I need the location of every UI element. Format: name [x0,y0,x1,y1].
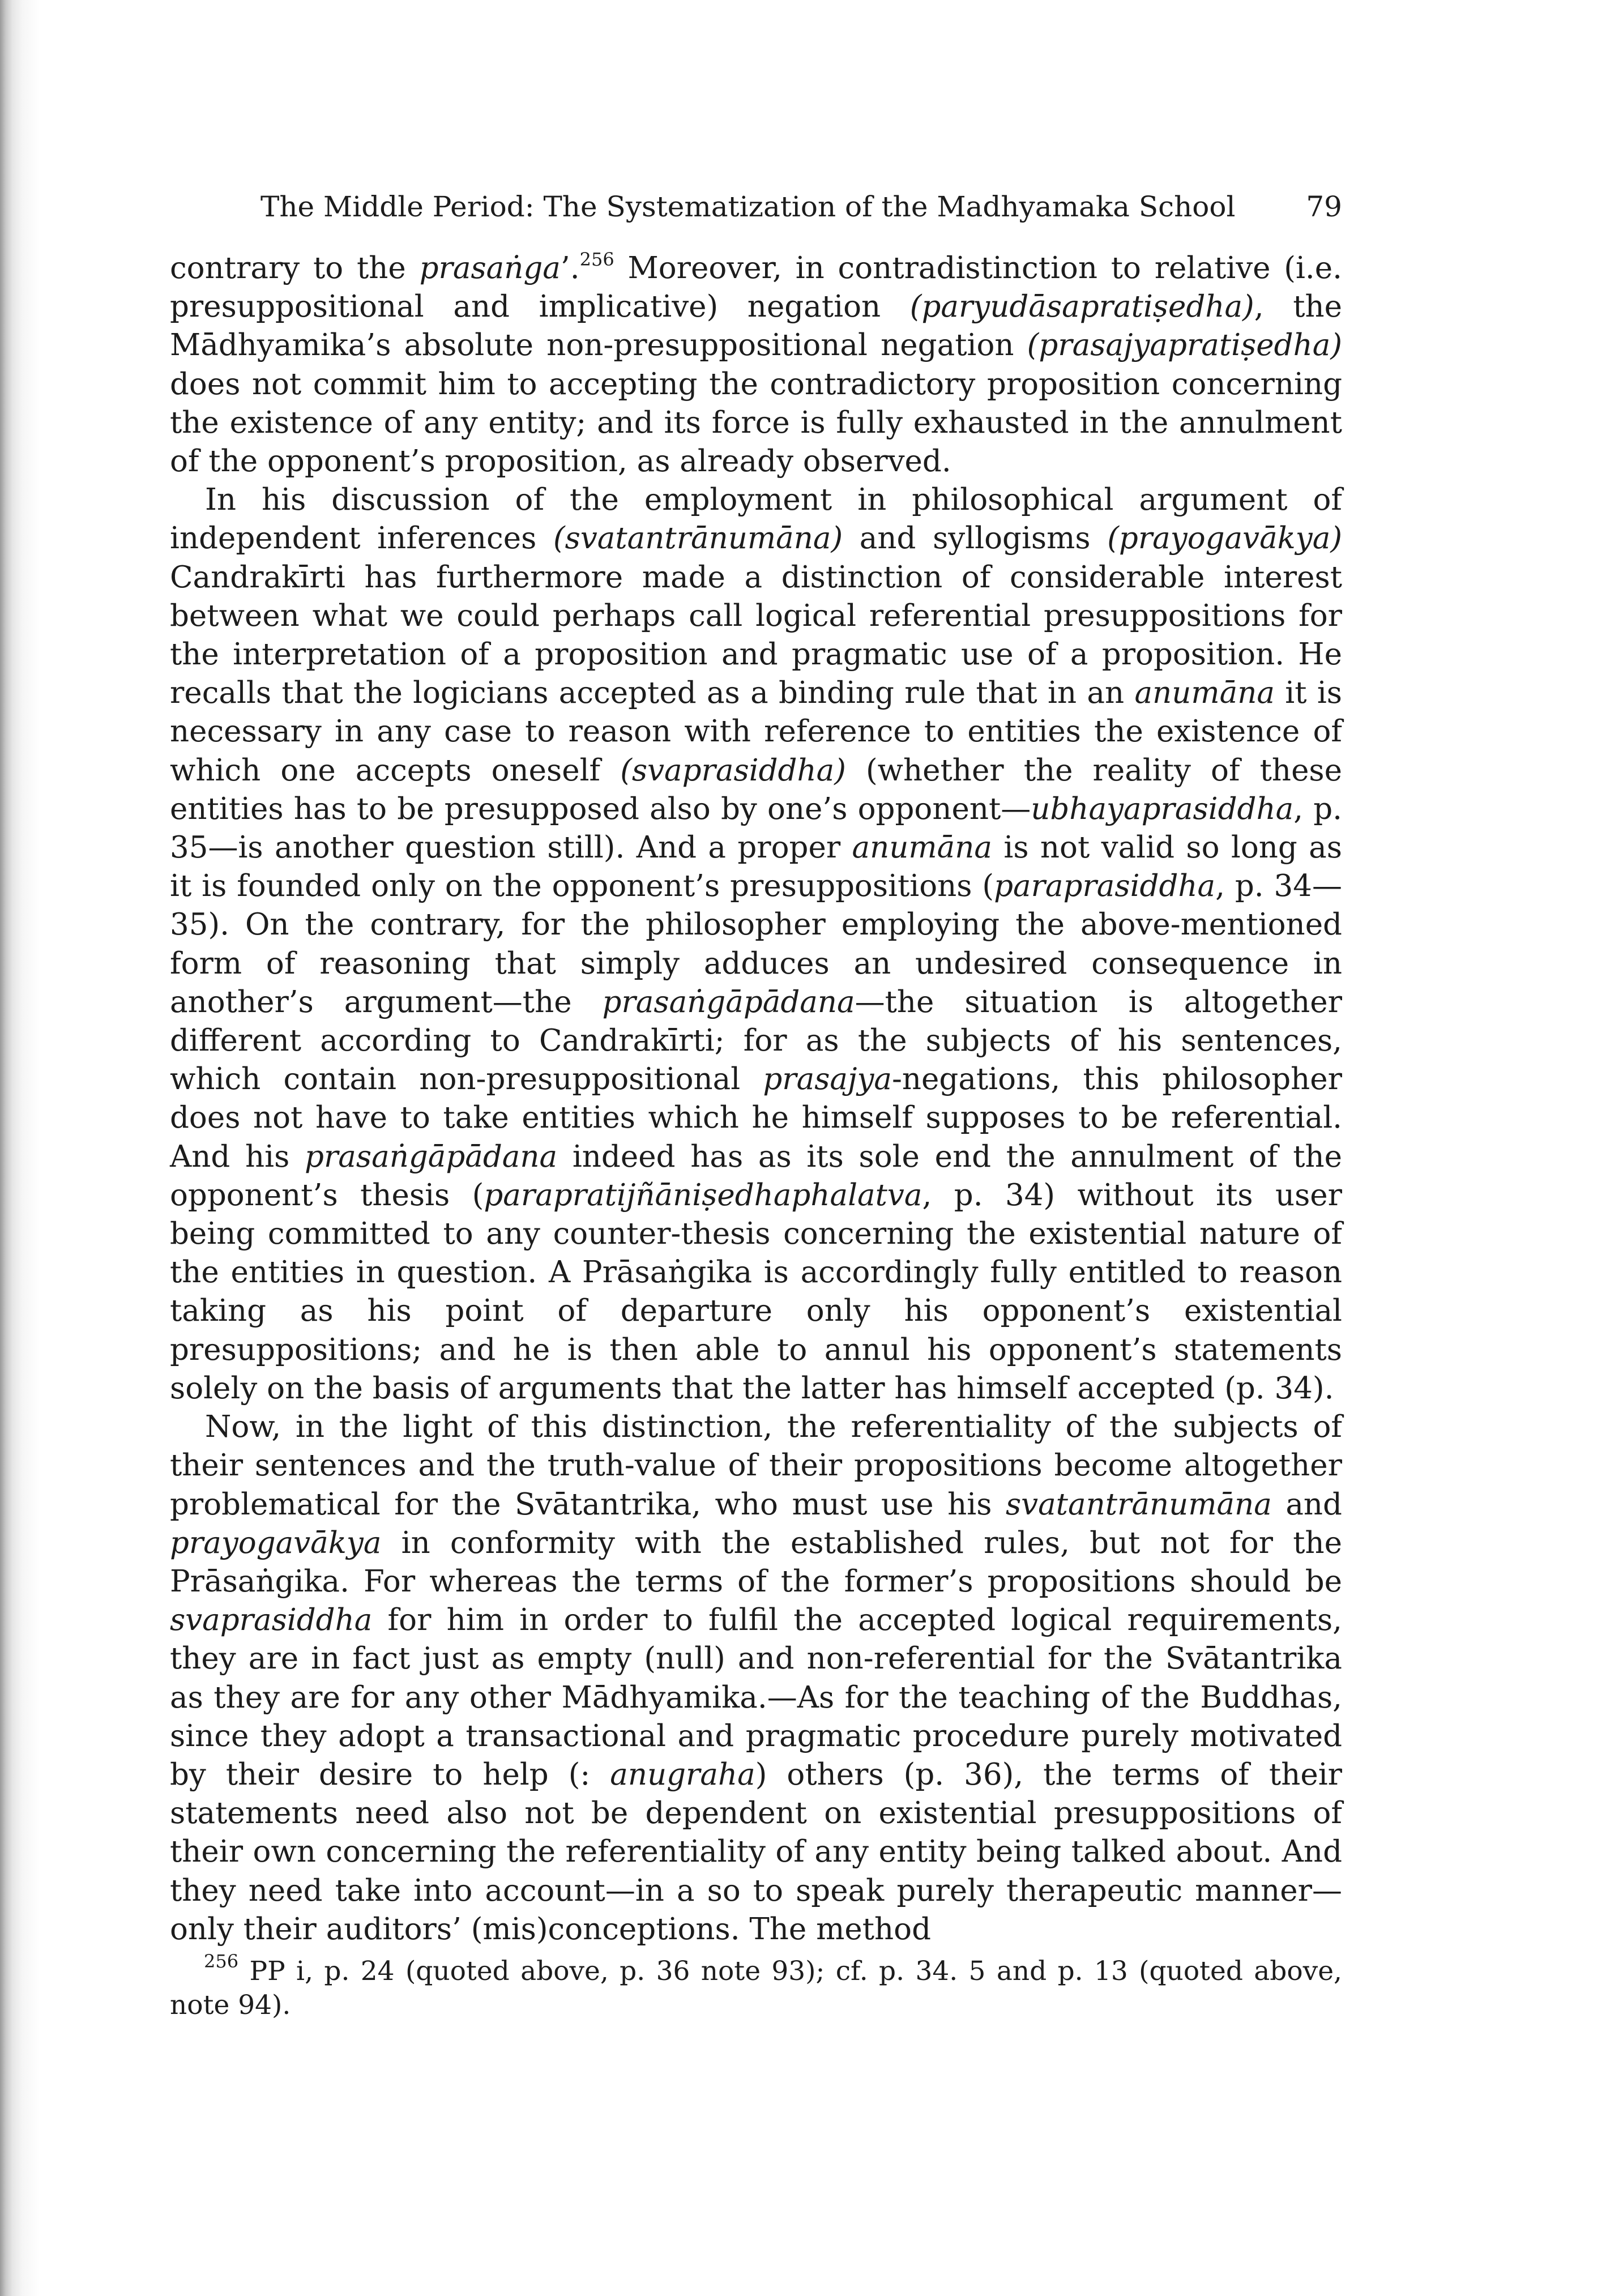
paragraph-3 [170,1408,1342,1949]
text-run: (whether the reality of these entities has to be presupposed also by one’s opponent— [170,753,1342,826]
text-run: for him in order to fulfil the accepted logical requirements, they are in fact just as empty (null) and non-referential for the Svātantrika as they are for any other Mādhyamika.—As for the teaching of the Buddhas, since they adopt a transactional and pragmatic procedure purely motivated by their desire to help (: [170,1603,1342,1792]
italic-term: (svaprasiddha) [620,753,846,788]
text-run: indeed has as its sole end the annulment of the opponent’s thesis ( [170,1139,1342,1213]
italic-term: anumāna [1134,676,1275,711]
scan-edge-shadow [0,0,40,2296]
italic-term: (prayogavākya) [1107,521,1343,556]
text-run: and [1271,1487,1342,1522]
text-run: , p. 34) without its user being committed to any counter-thesis concerning the existential nature of the entities in question. A Prāsaṅgika is accordingly fully entitled to reason taking as his point of departure only his opponent’s existential presuppositions; and he is then able to annul his opponent’s statements solely on the basis of arguments that the latter has himself accepted (p. 34). [170,1177,1343,1406]
italic-term: paraprasiddha [994,869,1216,904]
text-run: Candrakīrti has furthermore made a distinction of considerable interest between what we could perhaps call logical referential presuppositions for the interpretation of a proposition and pragmatic use of a proposition. He recalls that the logicians accepted as a binding rule that in an [170,560,1342,711]
text-run: and syllogisms [843,521,1108,556]
text-run: , p. 34—35). On the contrary, for the philosopher employing the above-mentioned form of reasoning that simply adduces an undesired consequence in another’s argument—the [170,869,1342,1019]
page-number: 79 [1306,190,1342,223]
italic-term: anumāna [852,830,993,865]
italic-term: prasaṅgāpādana [305,1139,558,1174]
italic-term: parapratijñāniṣedhaphalatva [484,1177,922,1213]
paragraph-2 [170,481,1342,1408]
footnote-number: 256 [204,1950,239,1972]
italic-term: svaprasiddha [170,1603,373,1638]
footnote [170,1950,1342,2022]
text-run: is not valid so long as it is founded only on the opponent’s presuppositions ( [170,830,1342,904]
text-run: contrary to the [170,251,420,285]
text-run: ) others (p. 36), the terms of their statements need also not be dependent on existential presuppositions of their own concerning the referentiality of any entity being talked about. And they need take into account—in a so to speak purely therapeutic manner—only their auditors’ (mis)conceptions. The method [170,1757,1342,1947]
text-run: it is necessary in any case to reason with reference to entities the existence of which one accepts oneself [170,676,1342,788]
running-head-title: The Middle Period: The Systematization of the Madhyamaka School [260,190,1236,223]
text-run: Moreover, in contradistinction to relative (i.e. presuppositional and implicative) negation [170,251,1342,325]
text-run: In his discussion of the employment in philosophical argument of independent inferences [170,483,1342,556]
text-run: ’. [560,251,580,285]
italic-term: prayogavākya [170,1525,382,1560]
body-text [170,249,1342,1949]
text-run: does not commit him to accepting the contradictory proposition concerning the existence of any entity; and its force is fully exhausted in the annulment of the opponent’s proposition, as already observed. [170,366,1342,479]
italic-term: prasaṅga [419,251,561,285]
book-page [170,187,1342,2022]
text-run: Now, in the light of this distinction, the referentiality of the subjects of their sentences and the truth-value of their propositions become altogether problematical for the Svātantrika, who must use his [170,1410,1342,1522]
footnote-text: PP i, p. 24 (quoted above, p. 36 note 93); cf. p. 34. 5 and p. 13 (quoted above, note 94). [170,1955,1342,2021]
text-run: -negations, this philosopher does not have to take entities which he himself supposes to be referential. And his [170,1062,1342,1174]
footnote-ref: 256 [579,249,614,270]
italic-term: anugraha [610,1757,755,1792]
italic-term: prasaṅgāpādana [602,984,855,1019]
text-run: , p. 35—is another question still). And a proper [170,791,1342,865]
italic-term: (paryudāsapratiṣedha) [909,289,1254,325]
italic-term: prasajya [763,1062,892,1097]
paragraph-1 [170,249,1342,481]
running-head [170,187,1342,227]
text-run: in conformity with the established rules, but not for the Prāsaṅgika. For whereas the terms of the former’s propositions should be [170,1525,1342,1599]
italic-term: (prasajyapratiṣedha) [1027,328,1342,363]
italic-term: (svatantrānumāna) [553,521,843,556]
italic-term: svatantrānumāna [1005,1487,1272,1522]
text-run: , the Mādhyamika’s absolute non-presuppositional negation [170,289,1342,363]
italic-term: ubhayaprasiddha [1031,791,1294,826]
text-run: —the situation is altogether different according to Candrakīrti; for as the subjects of his sentences, which contain non-presuppositional [170,984,1342,1097]
